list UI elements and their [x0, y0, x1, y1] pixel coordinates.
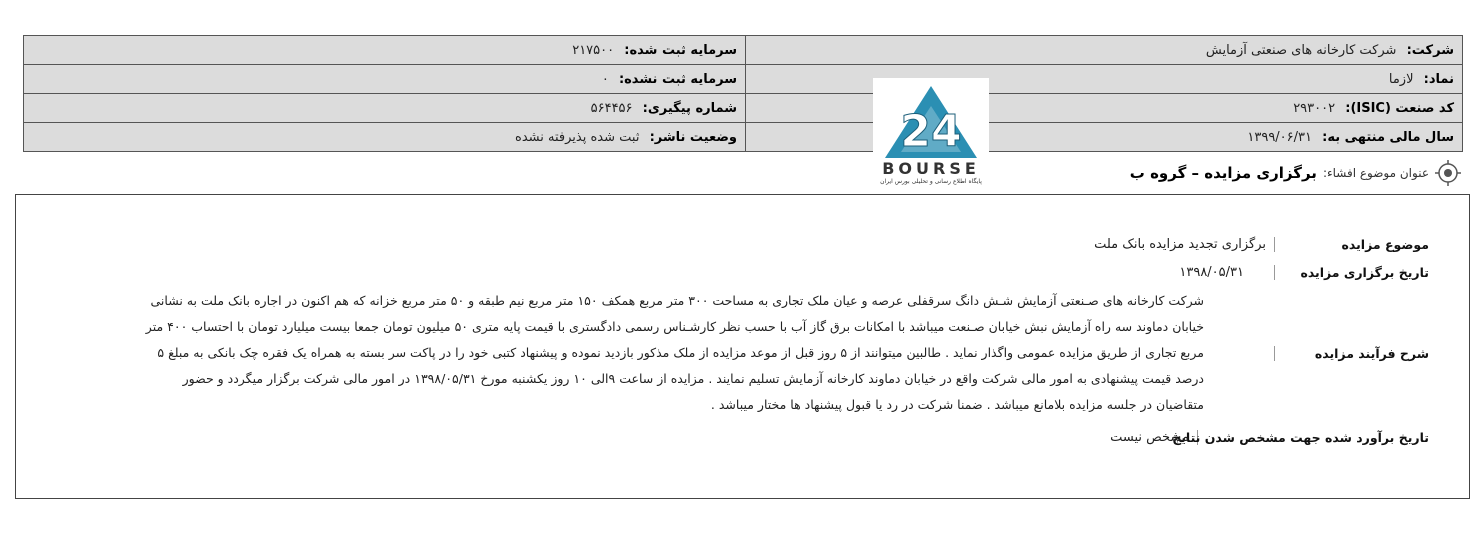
auction-date-label: تاریخ برگزاری مزایده: [1274, 265, 1429, 280]
auction-process-text: شرکت کارخانه های صـنعتی آزمایش شـش دانگ سرقفلی عرصه و عیان ملک تجاری به مساحت ۳۰۰ متر مربع همکف ۱۵۰ متر مربع نیم طبقه و ۵۰ متر مربع خزانه که هم اکنون در اجاره بانک ملت به نشانی خیابان دماوند سه راه آزمایش نبش خیابان صـنعت میباشد با امکانات برق گاز آب با حسب نظر کارشـناس رسمی دادگستری با قیمت پایه متری ۵۰ میلیون تومان جمعا بیست میلیارد تومان با احتساب ۴۰۰ متر مربع تجاری از طریق مزایده عمومی واگذار نماید . طالبین میتوانند از ۵ روز قبل از موعد مزایده از ملک مذکور بازدید نموده و پیشنهاد کتبی خود را در پاکت سر بسته به همراه یک فقره چک بانکی به مبلغ ۵ درصد قیمت پیشنهادی به امور مالی شرکت واقع در خیابان دماوند کارخانه آزمایش تسلیم نمایند . مزایده از ساعت ۹الی ۱۰ روز یکشنبه مورخ ۱۳۹۸/۰۵/۳۱ در امور مالی شرکت برگزار میگردد و حضور متقاضیان در جلسه مزایده بلامانع میباشد . ضمنا شرکت در رد یا قبول پیشنهاد ها مختار میباشد .: [145, 293, 1204, 412]
subject-line: [1130, 160, 1461, 186]
publisher-status-label: وضعیت ناشر:: [649, 129, 737, 145]
fiscal-year-label: سال مالی منتهی به:: [1322, 129, 1454, 145]
logo-number: 24: [900, 106, 962, 157]
results-date-label: تاریخ برآورد شده جهت مشخص شدن نتایج: [1172, 430, 1429, 445]
results-date-row: [1110, 430, 1429, 445]
company-label: شرکت:: [1406, 42, 1454, 58]
company-cell: [746, 36, 1463, 65]
auction-topic-label: موضوع مزایده: [1274, 237, 1429, 252]
isic-label: کد صنعت (ISIC):: [1345, 100, 1454, 116]
symbol-label: نماد:: [1423, 71, 1454, 87]
registered-capital-label: سرمایه ثبت شده:: [624, 42, 737, 58]
publisher-status-cell: [24, 123, 746, 152]
registered-capital-cell: [24, 36, 746, 65]
tracking-cell: [24, 94, 746, 123]
info-row: [24, 123, 1463, 152]
isic-cell: [746, 94, 1463, 123]
fiscal-year-value: ۱۳۹۹/۰۶/۳۱: [1247, 129, 1312, 145]
info-row: [24, 36, 1463, 65]
info-row: [24, 65, 1463, 94]
auction-process-row: [1274, 346, 1429, 361]
subject-value: برگزاری مزایده – گروه ب: [1129, 164, 1317, 182]
target-icon: [1435, 160, 1461, 186]
auction-details-panel: [15, 194, 1470, 499]
publisher-status-value: ثبت شده پذیرفته نشده: [515, 129, 640, 145]
symbol-value: لازما: [1388, 71, 1414, 87]
symbol-cell: [746, 65, 1463, 94]
bourse-logo: [873, 78, 989, 196]
logo-subtitle: پایگاه اطلاع رسانی و تحلیلی بورس ایران: [880, 178, 982, 185]
info-row: [24, 94, 1463, 123]
auction-date-value: ۱۳۹۸/۰۵/۳۱: [1179, 265, 1244, 280]
auction-topic-row: [1094, 237, 1429, 252]
company-value: شرکت کارخانه های صنعتی آزمایش: [1205, 42, 1397, 58]
unregistered-capital-value: ۰: [601, 71, 609, 87]
tracking-value: ۵۶۴۴۵۶: [590, 100, 633, 116]
results-date-value: مشخص نیست: [1110, 430, 1189, 445]
tracking-label: شماره پیگیری:: [642, 100, 737, 116]
company-info-table: [23, 35, 1463, 152]
bourse-triangle-icon: [883, 84, 979, 160]
unregistered-capital-cell: [24, 65, 746, 94]
registered-capital-value: ۲۱۷۵۰۰: [572, 42, 615, 58]
subject-label: عنوان موضوع افشاء:: [1322, 166, 1429, 180]
auction-process-label: شرح فرآیند مزایده: [1274, 346, 1429, 361]
auction-topic-value: برگزاری تجدید مزایده بانک ملت: [1094, 237, 1266, 252]
unregistered-capital-label: سرمایه ثبت نشده:: [618, 71, 737, 87]
isic-value: ۲۹۳۰۰۲: [1293, 100, 1336, 116]
auction-date-row: [1179, 265, 1429, 280]
fiscal-year-cell: [746, 123, 1463, 152]
logo-word: BOURSE: [882, 159, 980, 178]
